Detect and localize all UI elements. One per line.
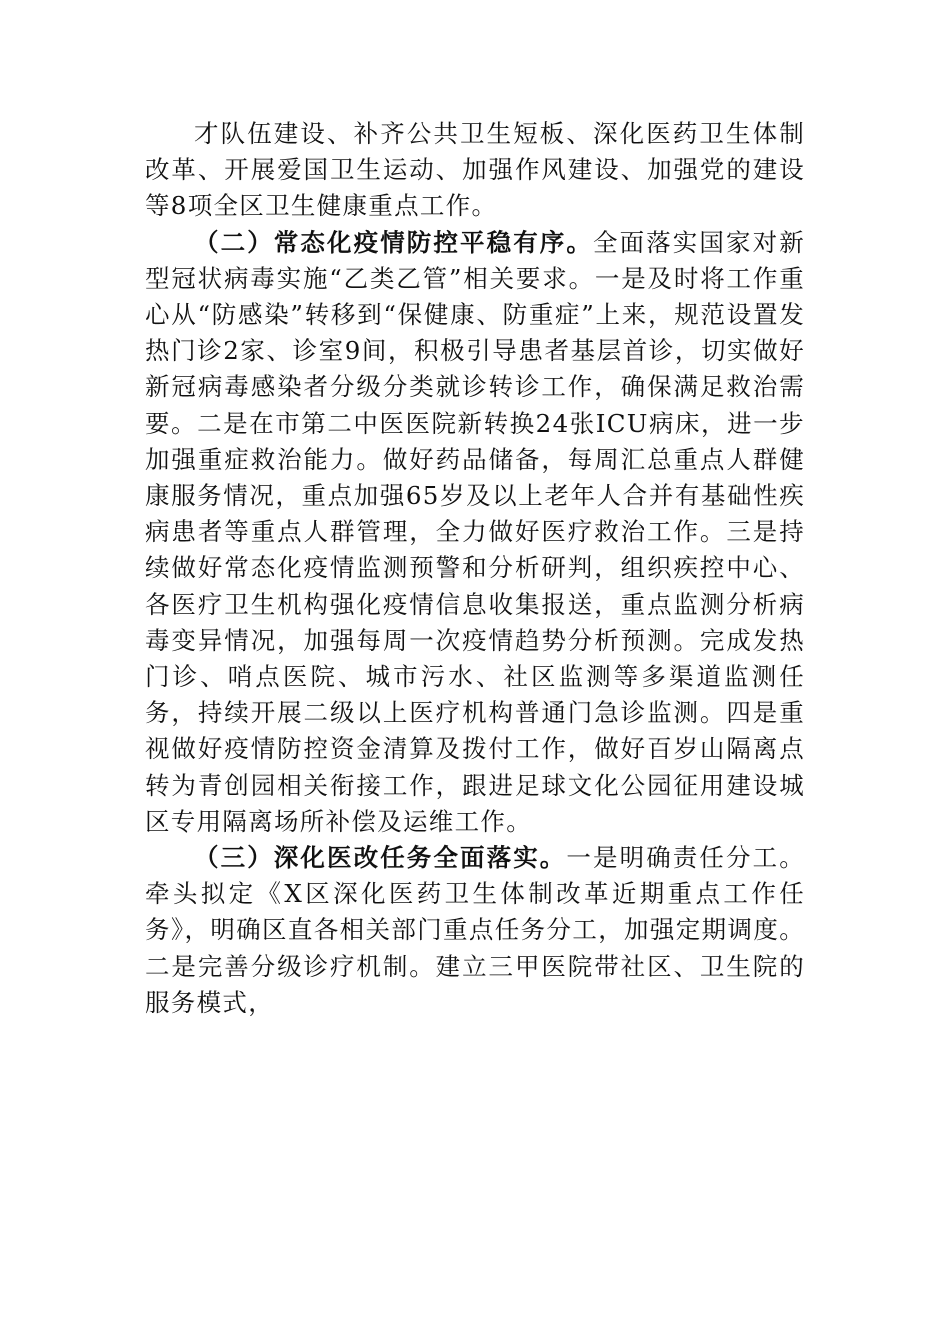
document-body bbox=[145, 116, 805, 1021]
section-heading-3: （三）深化医改任务全面落实。 bbox=[194, 843, 567, 873]
paragraph-2-text: 全面落实国家对新型冠状病毒实施“乙类乙管”相关要求。一是及时将工作重心从“防感染”转移到“保健康、防重症”上来，规范设置发热门诊2家、诊室9间，积极引导患者基层首诊，切实做好新冠病毒感染者分级分类就诊转诊工作，确保满足救治需要。二是在市第二中医医院新转换24张ICU病床，进一步加强重症救治能力。做好药品储备，每周汇总重点人群健康服务情况，重点加强65岁及以上老年人合并有基础性疾病患者等重点人群管理，全力做好医疗救治工作。三是持续做好常态化疫情监测预警和分析研判，组织疾控中心、各医疗卫生机构强化疫情信息收集报送，重点监测分析病毒变异情况，加强每周一次疫情趋势分析预测。完成发热门诊、哨点医院、城市污水、社区监测等多渠道监测任务，持续开展二级以上医疗机构普通门急诊监测。四是重视做好疫情防控资金清算及拨付工作，做好百岁山隔离点转为青创园相关衔接工作，跟进足球文化公园征用建设城区专用隔离场所补偿及运维工作。 bbox=[145, 227, 805, 836]
paragraph-1 bbox=[145, 116, 805, 225]
paragraph-1-text: 才队伍建设、补齐公共卫生短板、深化医药卫生体制改革、开展爱国卫生运动、加强作风建设、加强党的建设等8项全区卫生健康重点工作。 bbox=[145, 119, 805, 221]
paragraph-2 bbox=[145, 225, 805, 840]
paragraph-3-text: 一是明确责任分工。牵头拟定《X区深化医药卫生体制改革近期重点工作任务》，明确区直各相关部门重点任务分工，加强定期调度。二是完善分级诊疗机制。建立三甲医院带社区、卫生院的服务模式， bbox=[145, 843, 806, 1017]
paragraph-3 bbox=[145, 840, 805, 1021]
section-heading-2: （二）常态化疫情防控平稳有序。 bbox=[194, 227, 593, 257]
